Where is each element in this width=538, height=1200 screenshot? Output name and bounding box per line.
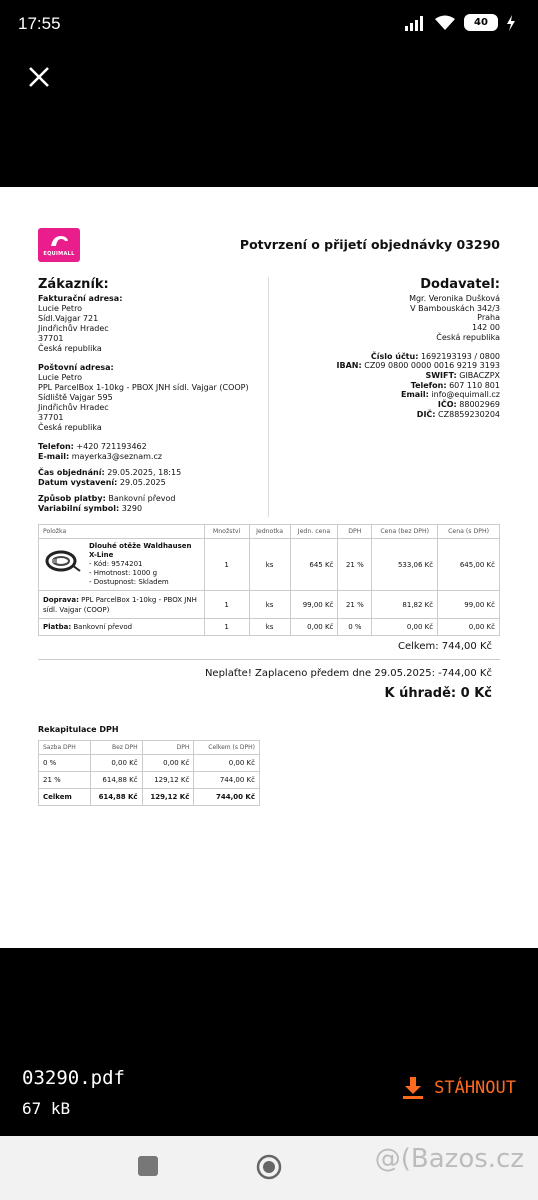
equimall-logo — [38, 228, 80, 262]
cell-vat: 21 % — [338, 539, 372, 591]
status-icons — [404, 14, 516, 31]
product-name: Dlouhé otěže Waldhausen X-Line — [89, 542, 192, 559]
supplier-heading: Dodavatel: — [420, 277, 500, 292]
column-header: DPH — [338, 525, 372, 539]
customer-phone: Telefon: +420 721193462 — [38, 442, 147, 451]
items-table — [38, 524, 500, 636]
download-icon — [402, 1076, 424, 1100]
billing-line: Jindřichův Hradec — [38, 324, 109, 333]
customer-email: E-mail: mayerka3@seznam.cz — [38, 452, 163, 461]
shipping-line: 37701 — [38, 413, 64, 422]
file-size: 67 kB — [22, 1099, 71, 1118]
table-header-row — [39, 741, 260, 755]
supplier-line: V Bambouskách 342/3 — [410, 303, 500, 313]
table-row — [39, 539, 500, 591]
payment-method: Způsob platby: Bankovní převod — [38, 494, 176, 503]
shipping-line: Jindřichův Hradec — [38, 403, 109, 412]
table-header-row — [39, 525, 500, 539]
payment-text: Bankovní převod — [73, 623, 133, 631]
close-button[interactable] — [22, 60, 56, 94]
download-button[interactable] — [402, 1076, 516, 1100]
cell-vat: 21 % — [338, 591, 372, 619]
supplier-email: Email: info@equimall.cz — [400, 390, 500, 400]
billing-label: Fakturační adresa: — [38, 294, 123, 303]
battery-icon: 40 — [464, 14, 498, 31]
column-header: DPH — [142, 741, 194, 755]
table-row: Platba: Bankovní převod 1 ks 0,00 Kč 0 % 0,00 Kč 0,00 Kč — [39, 619, 500, 636]
cell-unit: ks — [249, 539, 290, 591]
order-time: Čas objednání: 29.05.2025, 18:15 — [38, 468, 182, 477]
reins-image-icon — [44, 545, 82, 575]
cell-gross: 99,00 Kč — [438, 591, 500, 619]
shipping-text: PPL ParcelBox 1-10kg - PBOX JNH sídl. Vajgar (COOP) — [43, 595, 197, 614]
supplier-line: 142 00 — [472, 323, 500, 333]
column-header: Jednotka — [249, 525, 290, 539]
supplier-line: Mgr. Veronika Dušková — [409, 294, 500, 303]
column-header: Sazba DPH — [39, 741, 91, 755]
customer-block — [38, 277, 263, 514]
supplier-line: Praha — [477, 313, 500, 323]
supplier-dic: DIČ: CZ8859230204 — [416, 409, 500, 419]
wifi-icon — [434, 15, 456, 31]
status-time: 17:55 — [18, 14, 61, 33]
home-button[interactable] — [256, 1154, 282, 1184]
home-circle-icon — [256, 1154, 282, 1180]
shipping-line: Sídliště Vajgar 595 — [38, 393, 113, 402]
cell-net: 81,82 Kč — [372, 591, 438, 619]
supplier-line: Česká republika — [436, 332, 500, 342]
supplier-block — [290, 277, 500, 419]
column-divider — [268, 277, 269, 517]
shipping-line: Česká republika — [38, 423, 102, 432]
product-detail: - Dostupnost: Skladem — [89, 578, 169, 586]
supplier-phone: Telefon: 607 110 801 — [410, 380, 500, 390]
pdf-page — [0, 187, 538, 948]
billing-line: Sídl.Vajgar 721 — [38, 314, 99, 323]
variable-symbol: Variabilní symbol: 3290 — [38, 504, 143, 513]
cell-qty: 1 — [204, 539, 249, 591]
logo-text: EQUIMALL — [43, 251, 75, 257]
customer-heading: Zákazník: — [38, 277, 109, 292]
product-image — [43, 542, 83, 578]
table-row: Doprava: PPL ParcelBox 1-10kg - PBOX JNH sídl. Vajgar (COOP) 1 ks 99,00 Kč 21 % 81,82 Kč 99,00 Kč — [39, 591, 500, 619]
column-header: Celkem (s DPH) — [194, 741, 260, 755]
column-header: Jedn. cena — [290, 525, 338, 539]
table-row: 0 % 0,00 Kč 0,00 Kč 0,00 Kč — [39, 755, 260, 772]
billing-line: Česká republika — [38, 344, 102, 353]
close-icon — [28, 66, 50, 88]
cell-gross: 645,00 Kč — [438, 539, 500, 591]
document-title: Potvrzení o přijetí objednávky 03290 — [239, 237, 500, 252]
shipping-line: Lucie Petro — [38, 373, 83, 382]
cell-unit-price: 99,00 Kč — [290, 591, 338, 619]
order-total: Celkem: 744,00 Kč — [397, 641, 492, 652]
cell-net: 533,06 Kč — [372, 539, 438, 591]
column-header: Položka — [39, 525, 205, 539]
cell-unit-price: 0,00 Kč — [290, 619, 338, 636]
paid-note: Neplaťte! Zaplaceno předem dne 29.05.2025: -744,00 Kč — [204, 668, 492, 679]
cell-gross: 0,00 Kč — [438, 619, 500, 636]
vat-recap-title: Rekapitulace DPH — [38, 725, 119, 734]
column-header: Bez DPH — [90, 741, 142, 755]
product-detail: - Hmotnost: 1000 g — [89, 569, 158, 577]
square-icon — [138, 1156, 158, 1176]
product-detail: - Kód: 9574201 — [89, 560, 143, 568]
table-row: Celkem 614,88 Kč 129,12 Kč 744,00 Kč — [39, 789, 260, 806]
supplier-account: Číslo účtu: 1692193193 / 0800 — [370, 351, 500, 361]
cell-unit: ks — [249, 619, 290, 636]
issue-date: Datum vystavení: 29.05.2025 — [38, 478, 166, 487]
billing-line: 37701 — [38, 334, 64, 343]
supplier-ico: IČO: 88002969 — [437, 400, 500, 410]
cell-unit: ks — [249, 591, 290, 619]
column-header: Množství — [204, 525, 249, 539]
amount-due: K úhradě: 0 Kč — [384, 686, 492, 701]
signal-icon — [404, 15, 426, 31]
supplier-swift: SWIFT: GIBACZPX — [425, 370, 500, 380]
cell-qty: 1 — [204, 619, 249, 636]
download-label: STÁHNOUT — [434, 1078, 516, 1098]
horse-logo-icon — [48, 233, 70, 249]
status-bar — [0, 0, 538, 52]
vat-recap-table — [38, 740, 260, 806]
cell-unit-price: 645 Kč — [290, 539, 338, 591]
recent-apps-button[interactable] — [138, 1156, 158, 1180]
column-header: Cena (bez DPH) — [372, 525, 438, 539]
charging-icon — [506, 15, 516, 31]
shipping-line: PPL ParcelBox 1-10kg - PBOX JNH sídl. Vajgar (COOP) — [38, 383, 249, 392]
cell-vat: 0 % — [338, 619, 372, 636]
table-row: 21 % 614,88 Kč 129,12 Kč 744,00 Kč — [39, 772, 260, 789]
bazos-watermark: @(Bazos.cz — [374, 1144, 524, 1174]
file-name: 03290.pdf — [22, 1067, 125, 1089]
divider — [38, 659, 500, 660]
cell-qty: 1 — [204, 591, 249, 619]
supplier-iban: IBAN: CZ09 0800 0000 0016 9219 3193 — [336, 361, 500, 371]
billing-line: Lucie Petro — [38, 304, 83, 313]
cell-net: 0,00 Kč — [372, 619, 438, 636]
column-header: Cena (s DPH) — [438, 525, 500, 539]
shipping-label: Poštovní adresa: — [38, 363, 114, 372]
